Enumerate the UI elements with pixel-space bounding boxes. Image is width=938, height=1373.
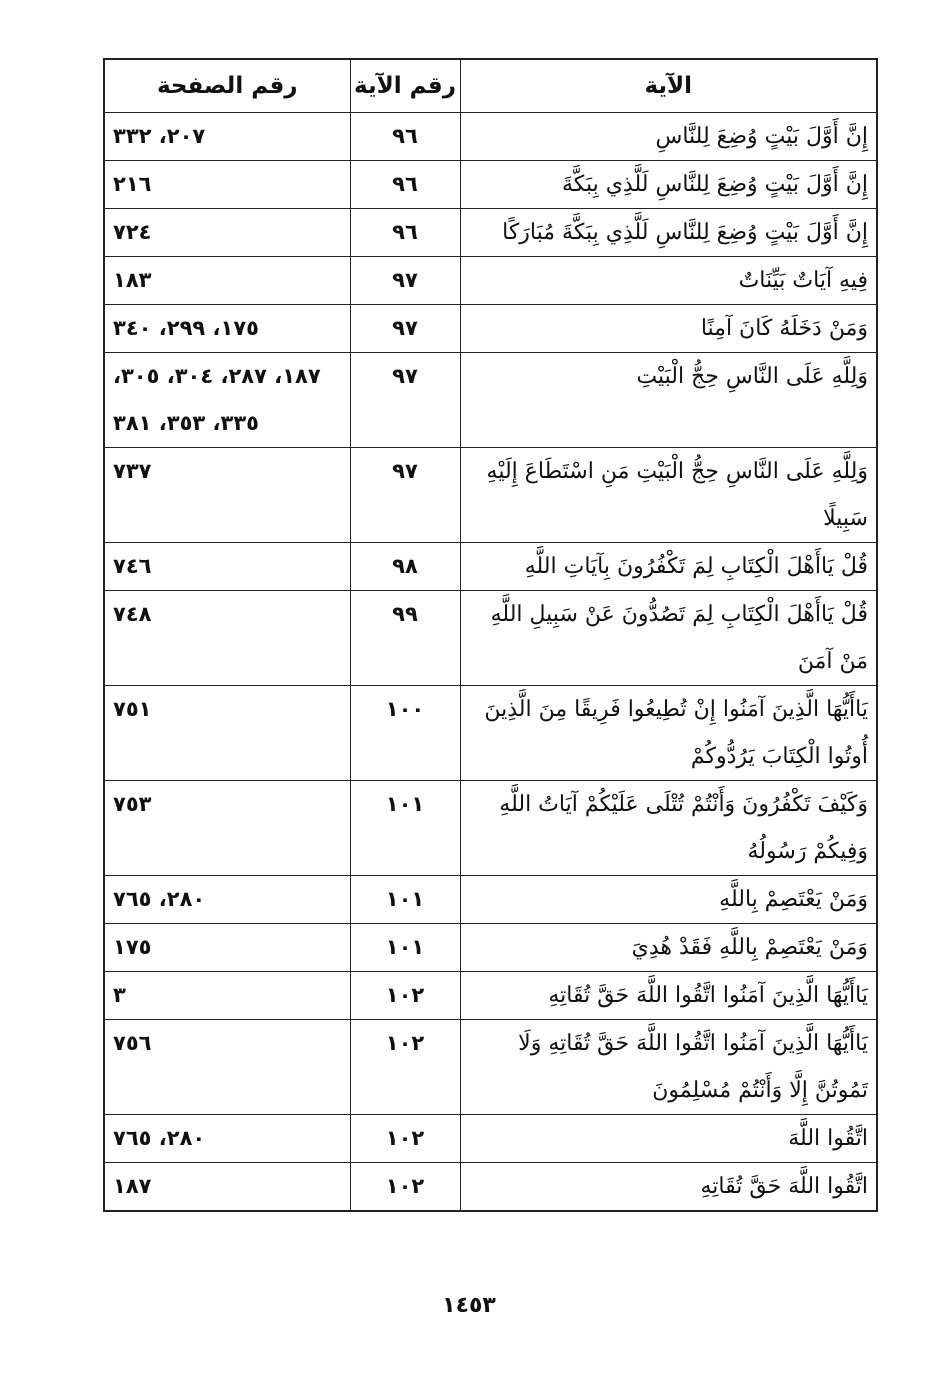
page-references-cell: ٧٢٤ <box>104 209 350 257</box>
verse-text-cell: وَمَنْ يَعْتَصِمْ بِاللَّهِ فَقَدْ هُدِيَ <box>460 924 877 972</box>
table-row <box>104 591 877 686</box>
table-body <box>104 113 877 1212</box>
page-references-cell: ٢٠٧، ٣٣٢ <box>104 113 350 161</box>
verse-text-cell: يَاأَيُّهَا الَّذِينَ آمَنُوا إِنْ تُطِيعُوا فَرِيقًا مِنَ الَّذِينَ أُوتُوا الْكِتَابَ يَرُدُّوكُمْ <box>460 686 877 781</box>
verse-text-cell: وَمَنْ يَعْتَصِمْ بِاللَّهِ <box>460 876 877 924</box>
table-row <box>104 686 877 781</box>
verse-number-cell: ٩٦ <box>350 161 460 209</box>
table-row <box>104 161 877 209</box>
table-row <box>104 543 877 591</box>
verse-number-cell: ١٠٢ <box>350 972 460 1020</box>
verse-text-cell: قُلْ يَاأَهْلَ الْكِتَابِ لِمَ تَصُدُّونَ عَنْ سَبِيلِ اللَّهِ مَنْ آمَنَ <box>460 591 877 686</box>
verse-number-cell: ٩٧ <box>350 305 460 353</box>
table-row <box>104 1020 877 1115</box>
table-row <box>104 876 877 924</box>
verse-text-cell: فِيهِ آيَاتٌ بَيِّنَاتٌ <box>460 257 877 305</box>
header-verse-number: رقم الآية <box>350 59 460 113</box>
table-row <box>104 448 877 543</box>
page-references-cell: ٧٣٧ <box>104 448 350 543</box>
table-row <box>104 972 877 1020</box>
verse-text-cell: يَاأَيُّهَا الَّذِينَ آمَنُوا اتَّقُوا اللَّهَ حَقَّ تُقَاتِهِ <box>460 972 877 1020</box>
verse-number-cell: ٩٧ <box>350 448 460 543</box>
table-header-row <box>104 59 877 113</box>
verse-text-cell: قُلْ يَاأَهْلَ الْكِتَابِ لِمَ تَكْفُرُونَ بِآيَاتِ اللَّهِ <box>460 543 877 591</box>
table-row <box>104 113 877 161</box>
header-verse: الآية <box>460 59 877 113</box>
verse-number-cell: ٩٨ <box>350 543 460 591</box>
page-references-cell: ١٨٧ <box>104 1163 350 1212</box>
verse-number-cell: ٩٧ <box>350 257 460 305</box>
table-row <box>104 209 877 257</box>
table-row <box>104 924 877 972</box>
page-references-cell: ١٨٣ <box>104 257 350 305</box>
verse-number-cell: ٩٧ <box>350 353 460 448</box>
verse-number-cell: ٩٦ <box>350 209 460 257</box>
verse-text-cell: يَاأَيُّهَا الَّذِينَ آمَنُوا اتَّقُوا اللَّهَ حَقَّ تُقَاتِهِ وَلَا تَمُوتُنَّ إِلَّا وَأَنْتُمْ مُسْلِمُونَ <box>460 1020 877 1115</box>
verse-number-cell: ١٠٢ <box>350 1163 460 1212</box>
page-references-cell: ٧٥١ <box>104 686 350 781</box>
page-number: ١٤٥٣ <box>442 1293 496 1318</box>
verse-number-cell: ١٠٢ <box>350 1020 460 1115</box>
verse-text-cell: اتَّقُوا اللَّهَ <box>460 1115 877 1163</box>
page-references-cell: ٢٨٠، ٧٦٥ <box>104 1115 350 1163</box>
page-references-cell: ٢١٦ <box>104 161 350 209</box>
table-row <box>104 1115 877 1163</box>
verse-text-cell: إِنَّ أَوَّلَ بَيْتٍ وُضِعَ لِلنَّاسِ لَلَّذِي بِبَكَّةَ <box>460 161 877 209</box>
verse-text-cell: وَكَيْفَ تَكْفُرُونَ وَأَنْتُمْ تُتْلَى عَلَيْكُمْ آيَاتُ اللَّهِ وَفِيكُمْ رَسُولُهُ <box>460 781 877 876</box>
verse-text-cell: وَلِلَّهِ عَلَى النَّاسِ حِجُّ الْبَيْتِ <box>460 353 877 448</box>
table-row <box>104 305 877 353</box>
verse-text-cell: إِنَّ أَوَّلَ بَيْتٍ وُضِعَ لِلنَّاسِ <box>460 113 877 161</box>
page-references-cell: ٧٤٨ <box>104 591 350 686</box>
table-row <box>104 781 877 876</box>
page-references-cell: ١٧٥، ٢٩٩، ٣٤٠ <box>104 305 350 353</box>
header-page-number: رقم الصفحة <box>104 59 350 113</box>
page-references-cell: ١٧٥ <box>104 924 350 972</box>
verse-text-cell: وَمَنْ دَخَلَهُ كَانَ آمِنًا <box>460 305 877 353</box>
table-row <box>104 257 877 305</box>
table-row <box>104 353 877 448</box>
verse-number-cell: ٩٦ <box>350 113 460 161</box>
verse-number-cell: ٩٩ <box>350 591 460 686</box>
verse-number-cell: ١٠١ <box>350 781 460 876</box>
page-references-cell: ٧٥٣ <box>104 781 350 876</box>
verse-index-table <box>103 58 878 1212</box>
verse-text-cell: إِنَّ أَوَّلَ بَيْتٍ وُضِعَ لِلنَّاسِ لَلَّذِي بِبَكَّةَ مُبَارَكًا <box>460 209 877 257</box>
verse-number-cell: ١٠١ <box>350 924 460 972</box>
verse-number-cell: ١٠٢ <box>350 1115 460 1163</box>
page-references-cell: ٢٨٠، ٧٦٥ <box>104 876 350 924</box>
verse-text-cell: اتَّقُوا اللَّهَ حَقَّ تُقَاتِهِ <box>460 1163 877 1212</box>
page-references-cell: ٧٥٦ <box>104 1020 350 1115</box>
page-references-cell: ٣ <box>104 972 350 1020</box>
verse-number-cell: ١٠١ <box>350 876 460 924</box>
page-references-cell: ٧٤٦ <box>104 543 350 591</box>
verse-text-cell: وَلِلَّهِ عَلَى النَّاسِ حِجُّ الْبَيْتِ مَنِ اسْتَطَاعَ إِلَيْهِ سَبِيلًا <box>460 448 877 543</box>
table-row <box>104 1163 877 1212</box>
page-references-cell: ١٨٧، ٢٨٧، ٣٠٤، ٣٠٥، ٣٣٥، ٣٥٣، ٣٨١ <box>104 353 350 448</box>
verse-number-cell: ١٠٠ <box>350 686 460 781</box>
